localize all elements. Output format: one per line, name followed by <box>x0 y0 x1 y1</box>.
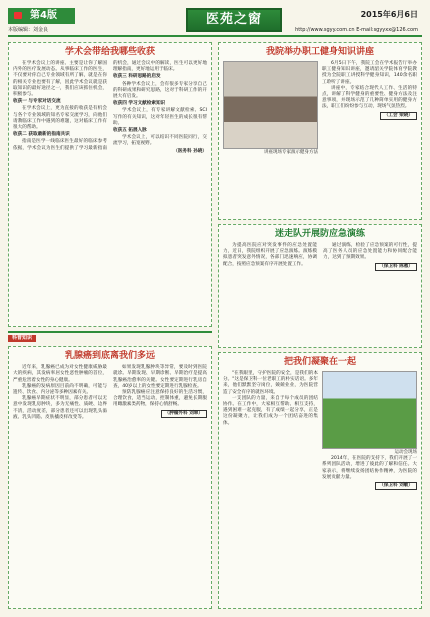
paragraph: 如果发现乳腺肿块等异常，要及时到医院就诊。早期发现、早期诊断、早期治疗是提高乳腺癌治愈率的关键。女性要定期进行乳房自查，40岁以上的女性要定期进行乳腺检查。 <box>113 365 207 389</box>
article-byline: （保卫科 陈惠） <box>323 263 417 271</box>
page-header <box>8 6 422 42</box>
paragraph: 指南是医学一线临床医生最好的临床参考依据，学术会议为医生们提供了学习最新指南的机会，通过会议中的解读，医生可以更好地理解指南，更好地运用于临床。 <box>13 61 207 151</box>
photo-caption: 运动会现场 <box>394 450 417 455</box>
article-body <box>223 243 417 271</box>
paragraph: 在学术会议上的讲座、主要是让你了解国内外的医疗发展动态。从事临床工作的医生，不仅要对你自己专业领域有所了解，就是在你的相关专业也要有了解，因此学术会议就是获取知识的最好途径之一，我们应该抓住机会，积极参与。 <box>13 61 107 98</box>
paragraph: 乳腺癌的发病原因目前尚不明确，可能与遗传、饮食、内分泌等多种因素有关。 <box>13 383 107 396</box>
paragraph: 各种学术会议上，会有很多专家分享自己的科研成果和研究思路，这对于科研工作的开展大有启发。 <box>113 81 207 100</box>
photo-caption: 讲座现场专家演示健身方法 <box>264 150 318 155</box>
section-tag: 科普知识 <box>8 335 36 342</box>
editor-line: 本版编辑：刘金良 <box>8 27 49 33</box>
paragraph: "在我眼里，守护医院的安全，是我们的本分。"这是保卫科一位老职工的朴实话语。多年来，他们默默坚守岗位，兢兢业业，为医院营造了安全有序的就医环境。 <box>223 371 318 395</box>
subheading: 收获一 与专家对话交流 <box>13 99 61 105</box>
subheading: 收获三 科研思路的启发 <box>113 74 161 80</box>
article-academic-gains <box>8 42 212 327</box>
website[interactable]: http://www.sgyy.com.cn <box>295 27 355 33</box>
article-byline: （医务科 孙晓） <box>173 148 207 154</box>
paragraph: 讲座中，专家结合现代人工作、生活的特点，讲解了科学健身的重要性、健身方法及注意事项，并现场示范了几种简单实用的健身方法，职工们纷纷参与互动，现场气氛热烈。 <box>322 85 417 110</box>
paragraph: 学术会议上，有专家讲解文献检索、SCI写作的有关知识，这对年轻医生的成长很有帮助。 <box>113 108 207 126</box>
content-grid <box>8 42 422 609</box>
article-byline: （肿瘤外科 刘翠） <box>113 410 207 418</box>
article-body <box>13 365 207 421</box>
paragraph: 乳腺癌早期症状不明显，部分患者可以无意中发现乳房肿块，多为无痛性、质硬、边界不清，活动度差，部分患者还可以出现乳头溢液、乳头凹陷、皮肤橘皮样改变等。 <box>13 396 107 420</box>
science-section <box>8 331 212 342</box>
article-byline: （工会 梁晓） <box>322 112 417 120</box>
article-title: 我院举办职工健身知识讲座 <box>265 47 374 57</box>
paragraph: 6月5日下午，我院工会在学术报告厅举办职工健身知识讲座，邀请韶关学院体育学院教授为全院职工讲授科学健身知识，140余名职工聆听了讲座。 <box>322 61 417 85</box>
subheading: 收获二 获取最新的指南共识 <box>13 132 70 138</box>
contact-info <box>295 27 418 33</box>
right-column <box>218 42 422 609</box>
article-body <box>13 61 207 155</box>
subheading: 收获五 拓展人脉 <box>113 128 147 134</box>
article-byline: （保卫科 刘敏） <box>322 482 417 490</box>
article-team-unity <box>218 352 422 609</box>
issue-date: 2015年6月6日 <box>360 10 418 19</box>
masthead-title: 医苑之窗 <box>186 8 282 32</box>
paragraph: 近年来，乳腺癌已成为对女性健康威胁最大的疾病，其发病率居女性恶性肿瘤的首位，严重危害着女性的身心健康。 <box>13 365 107 383</box>
paragraph: 为提高医院应对突发事件的应急处置能力，近日，我院组织开展了应急演练。演练模拟患者突发意外情况，各部门迅速响应，协调配合，按照应急预案有序开展处置工作。 <box>223 243 317 267</box>
paragraph: 2014年，在医院的支持下，我们开展了一系列团队活动，增进了彼此的了解和信任。大家表示，将继续发扬团结协作精神，为医院的发展贡献力量。 <box>322 456 417 480</box>
paragraph: 预防乳腺癌应注意保持良好的生活习惯，合理饮食，适当运动，控制体重，避免长期服用雌激素类药物，保持心情舒畅。 <box>113 390 207 408</box>
issue-tag: 第4版 <box>8 8 75 24</box>
paragraph: 学术会议上，可以结识不同医院同行，交流学习，拓宽视野。 <box>113 135 207 147</box>
left-column <box>8 42 212 609</box>
subheading: 收获四 学习文献检索知识 <box>113 101 166 107</box>
article-title: 乳腺癌到底离我们多远 <box>64 351 155 362</box>
article-title: 把我们凝聚在一起 <box>283 357 356 367</box>
article-breast-cancer <box>8 346 212 609</box>
email[interactable]: E-mail:sgyyxx@126.com <box>356 27 418 33</box>
header-rule <box>8 35 422 37</box>
article-title: 迷走队开展防应急演练 <box>274 229 365 239</box>
lecture-photo <box>223 61 318 149</box>
article-title: 学术会带给我哪些收获 <box>64 47 155 57</box>
article-emergency-drill <box>218 224 422 348</box>
paragraph: 通过演练，检验了应急预案的可行性，提高了医务人员的应急处置能力和协同配合能力，达到了预期效果。 <box>323 243 417 261</box>
paragraph: 一支团队的力量，来自于每个成员的团结协作。在工作中，大家相互帮助、相互支持，遇到困难一起克服，有了成绩一起分享，正是这份凝聚力，让我们成为一个团结奋进的集体。 <box>223 395 318 426</box>
paragraph: 在学术会议上，更为直接的收获是有机会与各个专业领域的知名专家交流学习，向他们请教临床工作中遇到的难题，这对临床工作有很大的帮助。 <box>13 106 107 131</box>
article-fitness-lecture <box>218 42 422 220</box>
sports-photo <box>322 371 417 449</box>
